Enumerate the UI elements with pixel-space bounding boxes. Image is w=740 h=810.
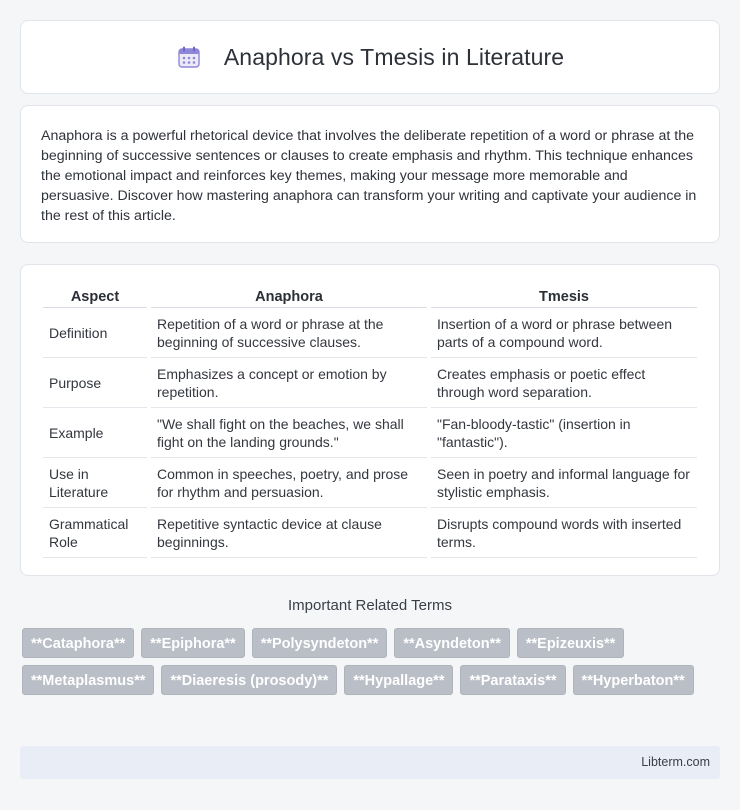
- row-anaphora: Repetitive syntactic device at clause beginnings.: [151, 508, 427, 558]
- row-anaphora: "We shall fight on the beaches, we shall fight on the landing grounds.": [151, 408, 427, 458]
- row-aspect: Grammatical Role: [43, 508, 147, 558]
- related-term-tag[interactable]: **Asyndeton**: [394, 628, 510, 658]
- footer-bar: [20, 746, 720, 779]
- table-header-row: [43, 285, 697, 308]
- row-anaphora: Common in speeches, poetry, and prose for rhythm and persuasion.: [151, 458, 427, 508]
- calendar-icon: [176, 44, 202, 70]
- table-row: [43, 458, 697, 508]
- row-anaphora: Emphasizes a concept or emotion by repetition.: [151, 358, 427, 408]
- row-aspect: Example: [43, 408, 147, 458]
- row-tmesis: Creates emphasis or poetic effect through word separation.: [431, 358, 697, 408]
- related-term-tag[interactable]: **Diaeresis (prosody)**: [161, 665, 337, 695]
- related-term-tag[interactable]: **Cataphora**: [22, 628, 134, 658]
- comparison-table: [39, 285, 701, 558]
- footer-site-link[interactable]: Libterm.com: [641, 755, 710, 769]
- row-aspect: Definition: [43, 308, 147, 358]
- row-tmesis: Seen in poetry and informal language for stylistic emphasis.: [431, 458, 697, 508]
- intro-paragraph: Anaphora is a powerful rhetorical device that involves the deliberate repetition of a word or phrase at the beginning of successive sentences or clauses to create emphasis and rhythm. This technique enhances the emotional impact and reinforces key themes, making your message more memorable and persuasive. Discover how mastering anaphora can transform your writing and captivate your audience in the rest of this article.: [41, 128, 697, 224]
- header-card: [20, 20, 720, 94]
- row-anaphora: Repetition of a word or phrase at the beginning of successive clauses.: [151, 308, 427, 358]
- related-term-tag[interactable]: **Metaplasmus**: [22, 665, 154, 695]
- related-terms-list: [22, 628, 722, 695]
- related-terms-title: Important Related Terms: [288, 597, 452, 614]
- intro-card: [20, 105, 720, 243]
- related-term-tag[interactable]: **Parataxis**: [460, 665, 565, 695]
- table-row: [43, 408, 697, 458]
- related-term-tag[interactable]: **Hyperbaton**: [573, 665, 694, 695]
- row-tmesis: Disrupts compound words with inserted terms.: [431, 508, 697, 558]
- page-title: Anaphora vs Tmesis in Literature: [223, 43, 565, 70]
- table-row: [43, 508, 697, 558]
- row-tmesis: "Fan-bloody-tastic" (insertion in "fantastic").: [431, 408, 697, 458]
- column-header-aspect: Aspect: [43, 285, 147, 308]
- related-term-tag[interactable]: **Epiphora**: [141, 628, 244, 658]
- column-header-anaphora: Anaphora: [151, 285, 427, 308]
- row-aspect: Purpose: [43, 358, 147, 408]
- related-term-tag[interactable]: **Epizeuxis**: [517, 628, 624, 658]
- related-term-tag[interactable]: **Hypallage**: [344, 665, 453, 695]
- comparison-card: [20, 264, 720, 576]
- table-row: [43, 308, 697, 358]
- column-header-tmesis: Tmesis: [431, 285, 697, 308]
- title-wrap: [176, 44, 564, 71]
- related-term-tag[interactable]: **Polysyndeton**: [252, 628, 388, 658]
- table-row: [43, 358, 697, 408]
- row-aspect: Use in Literature: [43, 458, 147, 508]
- row-tmesis: Insertion of a word or phrase between parts of a compound word.: [431, 308, 697, 358]
